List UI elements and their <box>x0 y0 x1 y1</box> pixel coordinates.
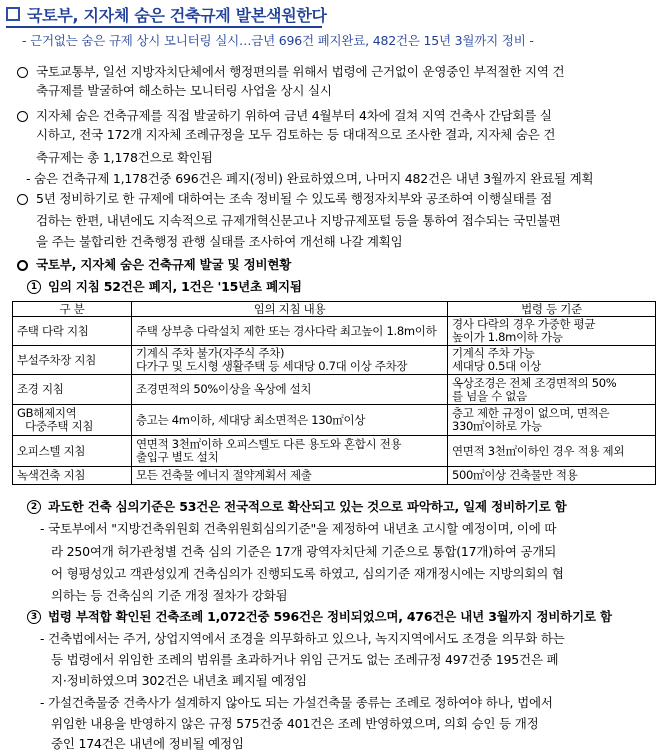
regulation-table <box>12 301 656 485</box>
table-cell: 모든 건축물 에너지 절약계획서 제출 <box>132 467 448 485</box>
table-cell: 조경 지침 <box>13 375 132 405</box>
table-cell: 연면적 3천㎡이하인 경우 적용 제외 <box>448 436 656 467</box>
item3-a-line3: 지·정비하였으며 302건은 내년초 폐지될 예정임 <box>51 673 307 688</box>
number-circle-icon: 2 <box>27 500 41 514</box>
title-row <box>6 3 327 25</box>
page-title: 국토부, 지자체 숨은 건축규제 발본색원한다 <box>27 5 327 25</box>
item2-line1: - 국토부에서 "지방건축위원회 건축위원회심의기준"을 제정하여 내년초 고시할 예정이며, 이에 따 <box>40 521 557 536</box>
table-cell: 주택 다락 지침 <box>13 317 132 346</box>
table-cell: 부설주차장 지침 <box>13 346 132 375</box>
circle-bullet-icon <box>17 260 28 271</box>
item2-heading: 과도한 건축 심의기준은 53건은 전국적으로 확산되고 있는 것으로 파악하고, 일제 정비하기로 함 <box>48 499 567 514</box>
table-row <box>13 346 656 375</box>
item2-line2: 라 250여개 허가관청별 건축 심의 기준은 17개 광역자치단체 기준으로 통합(17개)하여 공개되 <box>51 544 557 559</box>
table-row <box>13 375 656 405</box>
item3-a-line2: 등 법령에서 위임한 조례의 범위를 초과하거나 위임 근거도 없는 조례규정 497건중 195건은 폐 <box>51 652 559 667</box>
item1-heading: 임의 지침 52건은 폐지, 1건은 '15년초 폐지됨 <box>48 279 302 294</box>
table-cell: 녹색건축 지침 <box>13 467 132 485</box>
table-cell: 옥상조경은 전체 조경면적의 50% 를 넘을 수 없음 <box>448 375 656 405</box>
intro-p1-line2: 축규제를 발굴하여 해소하는 모니터링 사업을 상시 실시 <box>36 83 332 98</box>
number-circle-icon: 3 <box>27 610 41 624</box>
table-cell: 주택 상부층 다락설치 제한 또는 경사다락 최고높이 1.8m이하 <box>132 317 448 346</box>
table-cell: 연면적 3천㎡이하 오피스텔도 다른 용도와 혼합시 전용 출입구 별도 설치 <box>132 436 448 467</box>
table-cell: 조경면적의 50%이상을 옥상에 설치 <box>132 375 448 405</box>
item3-b-line1: - 가설건축물중 건축사가 설계하지 않아도 되는 가설건축물 종류는 조례로 정하여야 하나, 법에서 <box>40 695 553 710</box>
table-header-row <box>13 302 656 317</box>
item3-a-line1: - 건축법에서는 주거, 상업지역에서 조경을 의무화하고 있으나, 녹지지역에서도 조경을 의무화 하는 <box>40 631 565 646</box>
table-cell: 500㎡이상 건축물만 적용 <box>448 467 656 485</box>
table-header-cell: 법령 등 기준 <box>448 302 656 317</box>
item3-b-line2: 위임한 내용을 반영하지 않은 규정 575건중 401건은 조례 반영하였으며, 의회 승인 등 개정 <box>51 716 539 731</box>
table-row <box>13 405 656 436</box>
intro-p1-line1: 국토교통부, 일선 지방자치단체에서 행정편의를 위해서 법령에 근거없이 운영중인 부적절한 지역 건 <box>36 64 565 79</box>
circle-bullet-icon <box>17 111 28 122</box>
table-cell: 층고는 4m이하, 세대당 최소면적은 130㎡이상 <box>132 405 448 436</box>
item3-b-line3: 중인 174건은 내년에 정비될 예정임 <box>51 736 244 751</box>
item2-line4: 의하는 등 건축심의 기준 개정 절차가 강화됨 <box>51 588 288 603</box>
intro-p2-sub: - 숨은 건축규제 1,178건중 696건은 폐지(정비) 완료하였으며, 나머지 482건은 내년 3월까지 완료될 계획 <box>26 171 594 186</box>
item3-heading: 법령 부적합 확인된 건축조례 1,072건중 596건은 정비되었으며, 476건은 내년 3월까지 정비하기로 함 <box>48 609 612 624</box>
intro-p2-line3: 축규제는 총 1,178건으로 확인됨 <box>36 150 213 165</box>
item2-line3: 어 형평성있고 객관성있게 건축심의가 진행되도록 하였고, 심의기준 재개정시에는 지방의회의 협 <box>51 566 564 581</box>
intro-p3-line2: 검하는 한편, 내년에도 지속적으로 규제개혁신문고나 지방규제포털 등을 통하여 접수되는 국민불편 <box>36 213 561 228</box>
square-bullet-icon <box>6 7 20 21</box>
circle-bullet-icon <box>17 67 28 78</box>
table-cell: 기계식 주차 가능 세대당 0.5대 이상 <box>448 346 656 375</box>
circle-bullet-icon <box>17 194 28 205</box>
section-heading: 국토부, 지자체 숨은 건축규제 발굴 및 정비현황 <box>36 257 292 272</box>
title-underline <box>6 26 322 28</box>
intro-p2-line2: 시하고, 전국 172개 지자체 조례규정을 모두 검토하는 등 대대적으로 조사한 결과, 지자체 숨은 건 <box>36 127 556 142</box>
table-cell: 경사 다락의 경우 가중한 평균 높이가 1.8m이하 가능 <box>448 317 656 346</box>
table-header-cell: 임의 지침 내용 <box>132 302 448 317</box>
table-row <box>13 436 656 467</box>
intro-p3-line1: 5년 정비하기로 한 규제에 대하여는 조속 정비될 수 있도록 행정자치부와 공조하여 이행실태를 점 <box>36 191 553 206</box>
table-row <box>13 317 656 346</box>
table-cell: 기계식 주차 불가(자주식 주차) 다가구 및 도시형 생활주택 등 세대당 0.7대 이상 주차장 <box>132 346 448 375</box>
page-subtitle: - 근거없는 숨은 규제 상시 모니터링 실시…금년 696건 폐지완료, 482건은 15년 3월까지 정비 - <box>22 33 534 48</box>
table-cell: GB해제지역 다중주택 지침 <box>13 405 132 436</box>
intro-p3-line3: 을 주는 불합리한 건축행정 관행 실태를 조사하여 개선해 나갈 계획임 <box>36 234 403 249</box>
table-cell: 오피스텔 지침 <box>13 436 132 467</box>
table-header-cell: 구 분 <box>13 302 132 317</box>
table-cell: 층고 제한 규정이 없으며, 면적은 330㎡이하로 가능 <box>448 405 656 436</box>
intro-p2-line1: 지자체 숨은 건축규제를 직접 발굴하기 위하여 금년 4월부터 4차에 걸쳐 지역 건축사 간담회를 실 <box>36 108 552 123</box>
table-row <box>13 467 656 485</box>
number-circle-icon: 1 <box>27 280 41 294</box>
